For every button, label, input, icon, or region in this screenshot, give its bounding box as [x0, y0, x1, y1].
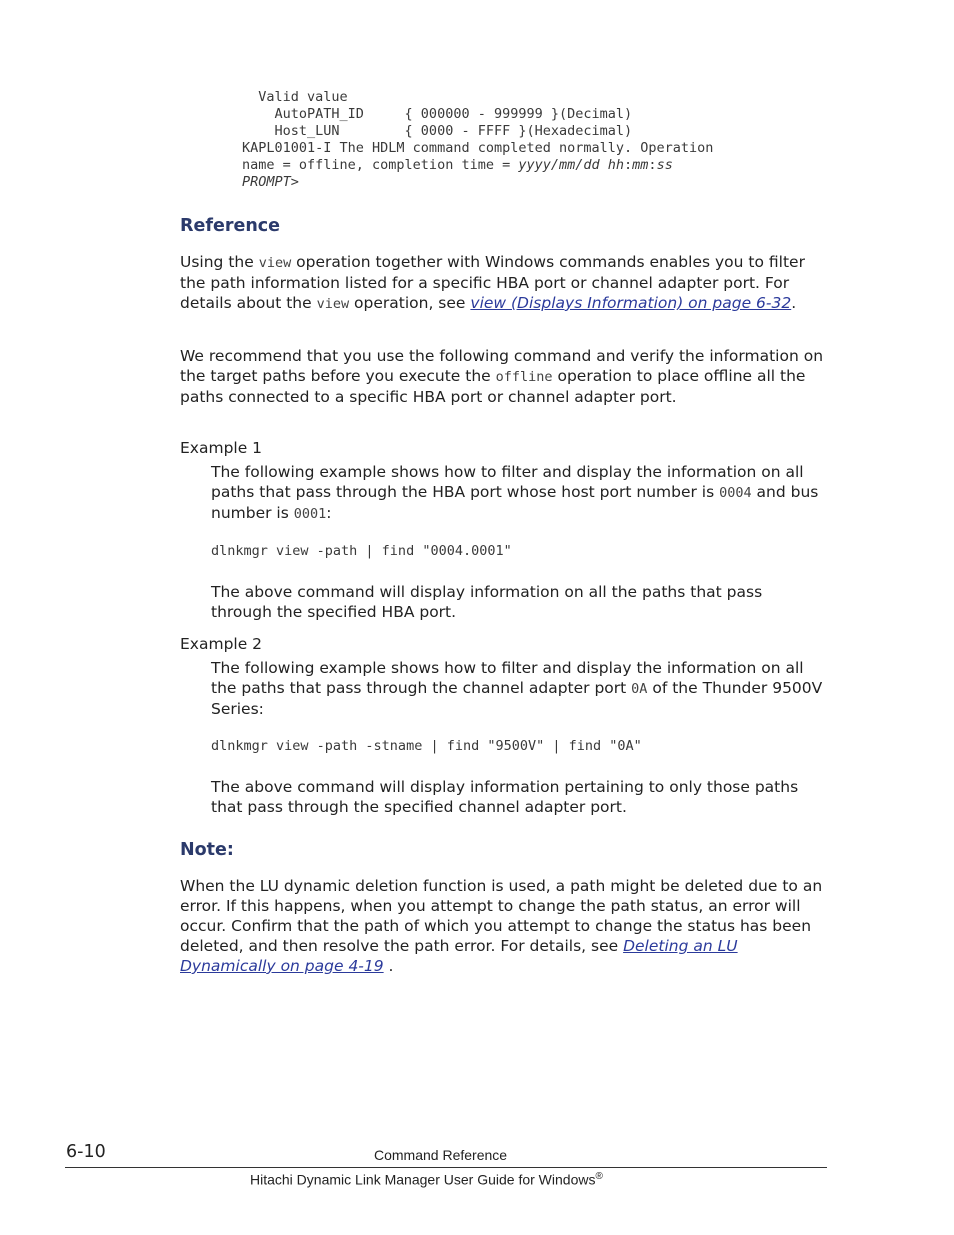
text: Using the	[180, 253, 259, 271]
inline-code: view	[258, 255, 292, 271]
inline-code: view	[316, 296, 350, 312]
reference-paragraph-2	[180, 346, 830, 407]
text: and bus number is	[211, 483, 819, 522]
example-1-command: dlnkmgr view -path | find "0004.0001"	[211, 543, 512, 559]
inline-code: offline	[495, 369, 553, 385]
text: We recommend that you use the following command and verify the information on the target paths before you execute the	[180, 347, 824, 385]
reference-paragraph-1	[180, 252, 830, 314]
inline-code: 0A	[631, 681, 648, 697]
code-line: AutoPATH_ID { 000000 - 999999 }(Decimal)	[242, 106, 633, 122]
text: operation, see	[349, 294, 471, 312]
example-2-command: dlnkmgr view -path -stname | find "9500V" | find "0A"	[211, 738, 642, 754]
inline-code: 0001	[293, 506, 327, 522]
code-line: Host_LUN { 0000 - FFFF }(Hexadecimal)	[242, 123, 633, 139]
example-2-result: The above command will display information pertaining to only those paths that pass through the specified channel adapter port.	[211, 778, 799, 816]
registered-mark: ®	[595, 1171, 603, 1182]
page-number: 6-10	[66, 1142, 106, 1162]
example-1-label: Example 1	[180, 439, 263, 457]
footer-divider	[65, 1167, 827, 1168]
code-prompt: PROMPT>	[242, 174, 299, 190]
guide-title-text: Hitachi Dynamic Link Manager User Guide for Windows	[250, 1171, 596, 1188]
code-line: KAPL01001-I The HDLM command completed normally. Operation	[242, 140, 714, 156]
code-placeholder: ss	[656, 157, 673, 173]
note-heading: Note:	[180, 840, 234, 860]
text: The following example shows how to filter and display the information on all the paths that pass through the channel adapter port	[211, 659, 804, 697]
note-paragraph	[180, 876, 830, 976]
example-1-result: The above command will display information on all the paths that pass through the specified HBA port.	[211, 583, 763, 621]
code-line: Valid value	[242, 89, 348, 105]
text: operation together with Windows commands enables you to filter the path information listed for a specific HBA port or channel adapter port. For details about the	[180, 253, 805, 312]
code-colon: :	[648, 157, 657, 173]
text: The following example shows how to filter and display the information on all paths that pass through the HBA port whose host port number is	[211, 463, 804, 501]
output-code-block	[242, 89, 713, 191]
view-reference-link[interactable]: view (Displays Information) on page 6-32	[470, 294, 792, 312]
code-line: name = offline, completion time =	[242, 157, 519, 173]
example-1-description	[211, 462, 826, 524]
text: of the Thunder 9500V Series:	[211, 679, 823, 718]
deleting-lu-link[interactable]: Deleting an LU Dynamically on page 4-19	[180, 937, 738, 975]
example-2-description	[211, 658, 826, 719]
code-colon: :	[624, 157, 633, 173]
text: operation to place offline all the paths connected to a specific HBA port or channel adapter port.	[180, 367, 806, 406]
reference-heading: Reference	[180, 216, 281, 236]
text: When the LU dynamic deletion function is used, a path might be deleted due to an error. If this happens, when you attempt to change the path status, an error will occur. Confirm that the path of which you attempt to change the status has been deleted, and then resolve the path error. For details, see	[180, 877, 823, 955]
footer-guide-title	[250, 1171, 603, 1188]
inline-code: 0004	[719, 485, 752, 501]
code-placeholder: mm	[632, 157, 649, 173]
example-2-label: Example 2	[180, 635, 263, 653]
text: .	[383, 957, 394, 975]
code-placeholder: yyyy/mm/dd hh	[518, 157, 625, 173]
footer-section-title: Command Reference	[374, 1147, 508, 1163]
text: .	[791, 294, 797, 312]
text: :	[326, 504, 332, 522]
